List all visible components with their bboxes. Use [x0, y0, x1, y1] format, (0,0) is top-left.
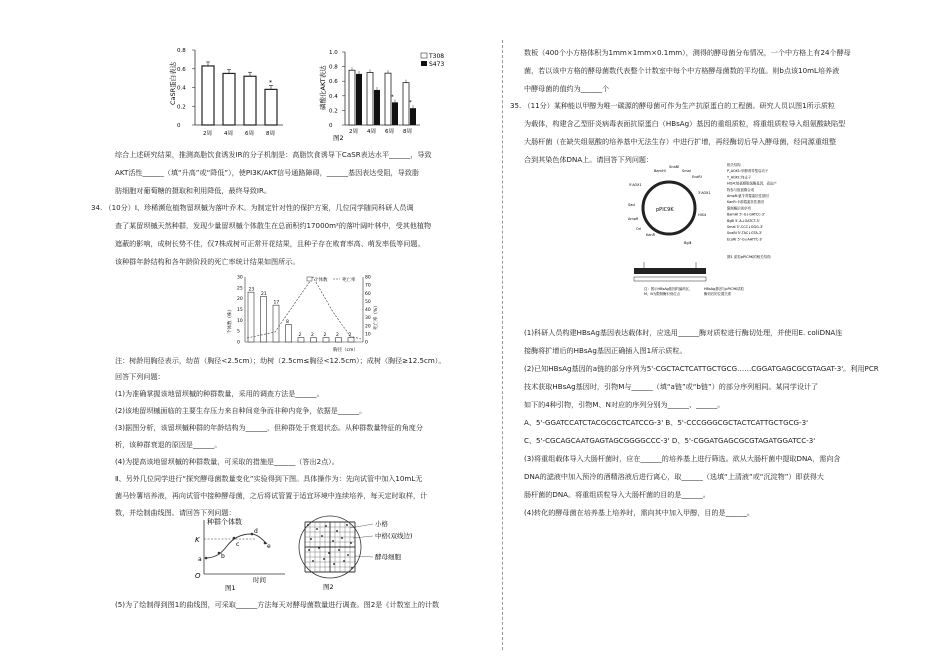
casr-category: 2周 — [203, 131, 212, 137]
answer-line-11: (4)转化的酵母菌在培养基上培养时，需向其中加入甲醇，目的是______。 — [524, 508, 754, 517]
plasmid-legend-item: EcoRⅠ 5'-G↓AATTC-3' — [727, 237, 763, 242]
casr-tick-label: 0 — [177, 123, 181, 129]
age-bar — [248, 292, 254, 342]
yeast-cell-dot — [325, 525, 327, 527]
legend-t308-swatch — [421, 53, 427, 58]
column-divider — [502, 40, 503, 650]
yeast-cell-dot — [307, 524, 309, 526]
q35-line-2: 为载体，构建含乙型肝炎病毒表面抗原蛋白（HBsAg）基因的重组质粒，将重组质粒导入组氨酸缺陷型 — [524, 119, 846, 128]
yeast-cell-dot — [328, 552, 330, 554]
age-bar-label: 2 — [348, 333, 352, 339]
q35-line-1: 35. （11分）某种能以甲醇为唯一碳源的酵母菌可作为生产抗原蛋白的工程菌。研究人员以图1所示质粒 — [510, 101, 836, 110]
answer-line-1: (1)科研人员构建HBsAg基因表达载体时，应选用______酶对质粒进行酶切处理，并使用E. coliDNA连 — [524, 328, 843, 337]
akt-category: 2周 — [349, 129, 358, 135]
age-bar-label: 2 — [298, 333, 302, 339]
casr-tick-label: 0.4 — [177, 85, 186, 92]
growth-x: 时间 — [253, 576, 266, 584]
plasmid-legend-item: KanR:卡那霉素抗性基因 — [727, 200, 764, 205]
plasmid-legend-item: BamHⅠ 5'-G↓GATCC-3' — [727, 212, 765, 217]
akt-bar-t308 — [367, 72, 373, 125]
yeast-cell-dot — [310, 538, 312, 540]
growth-b: b — [221, 553, 225, 560]
casr-ylabel: CaSR蛋白表达 — [169, 61, 177, 105]
age-bar-label: 23 — [248, 287, 255, 293]
casr-tick-label: 0.6 — [177, 66, 186, 73]
age-right-tick: 40 — [365, 308, 371, 313]
age-bar-label: 2 — [336, 333, 339, 339]
growth-title: 种群个体数 — [207, 518, 242, 526]
akt-bar-t308 — [349, 70, 355, 125]
yeast-cell-dot — [332, 540, 334, 542]
notes-line-1: 注：树龄用胸径表示，幼苗（胸径<2.5cm）；幼树（2.5cm≤胸径<12.5cm）；成树（胸径≥12.5cm）。 — [115, 356, 446, 365]
growth-c: c — [236, 541, 240, 548]
age-right-tick: 50 — [365, 299, 371, 305]
q5-line: (5)为了绘制得到图1的曲线图，可采取______方法每天对酵母菌数量进行调查。图2是《计数室上的计数 — [115, 600, 440, 609]
age-left-tick: 5 — [237, 329, 240, 335]
age-bar-label: 8 — [286, 320, 289, 326]
legend-mortality: 死亡率 — [342, 278, 356, 283]
q34-line-3: 遮蔽的影响，成树长势不佳，仅7株成树可正常开花结果，且种子存在败育率高、萌发率低等问题。 — [115, 239, 425, 248]
age-left-tick: 0 — [237, 340, 240, 346]
intro-line-1: 数板（400个小方格体积为1mm×1mm×0.1mm），测得的酵母菌分布情况，一个中方格上有24个酵母 — [524, 48, 851, 57]
hemo-medium-square: 中格(双线边) — [375, 532, 413, 540]
growth-d: d — [254, 528, 258, 535]
notes-line-10: 数，并绘制曲线图。请回答下列问题： — [115, 508, 236, 517]
casr-category: 6周 — [245, 131, 254, 137]
akt-bar-s473 — [374, 90, 380, 125]
summary-line-2: AKT活性______（填“升高”或“降低”），使PI3K/AKT信号通路障碍，______基因表达受阻，导致脂 — [115, 168, 419, 177]
hemo-small-square: 小格 — [375, 520, 388, 528]
age-bar — [348, 338, 354, 342]
summary-line-1: 综合上述研究结果，推测高脂饮食诱发IR的分子机制是：高脂饮食诱导下CaSR表达水平______，导致 — [115, 150, 432, 159]
yeast-cell-dot — [333, 563, 335, 565]
hemo-yeast-cell: 酵母细胞 — [375, 553, 401, 561]
growth-curve-figure — [195, 516, 295, 591]
notes-line-4: (2)该地留坝槭面临的主要生存压力来自种间竞争而非种内竞争，依据是______。 — [115, 406, 367, 415]
q35-line-3: 大肠杆菌（在缺失组氨酸的培养基中无法生存）中进行扩增，再经酶切后导入酵母菌，经同源重组整 — [524, 137, 837, 146]
casr-category: 4周 — [224, 131, 233, 137]
yeast-cell-dot — [347, 554, 349, 556]
age-structure-chart — [225, 272, 380, 352]
casr-tick-label: 0.8 — [177, 48, 186, 54]
plasmid-name: pPIC9K — [656, 207, 674, 213]
gene-5aox1: 5'AOX1 — [629, 183, 642, 187]
yeast-cell-dot — [350, 542, 352, 544]
gene-his4: HIS4 — [698, 213, 707, 217]
plasmid-legend-item: T_AOX1:终止子 — [727, 175, 752, 180]
yeast-cell-dot — [346, 524, 348, 526]
age-left-tick: 15 — [237, 308, 243, 313]
akt-star: * — [409, 100, 412, 107]
yeast-cell-dot — [351, 567, 353, 569]
notes-line-6: 析，该种群衰退的原因是______。 — [115, 440, 222, 449]
plasmid-map-figure — [624, 158, 799, 313]
legend-count: 个体数 — [314, 278, 328, 283]
plasmid-legend-item: AmpR:氨苄青霉素抗性基因 — [727, 194, 769, 198]
notes-line-2: 回答下列问题： — [115, 372, 165, 381]
akt-bar-s473 — [356, 74, 362, 125]
age-bar — [273, 305, 279, 342]
age-xlabel: 胸径（cm） — [333, 348, 358, 352]
casr-star: * — [269, 79, 272, 87]
answer-line-9: DNA的滤液中加入预冷的酒精溶液后进行离心，取______（选填“上清液”或“沉淀物”）即获得大 — [524, 472, 824, 481]
site-snab1: SnaBⅠ — [669, 165, 680, 169]
gene-3aox1: 3'AOX1 — [698, 191, 711, 195]
age-ylabel-left: 个体数（株） — [228, 307, 233, 334]
age-left-tick: 25 — [237, 286, 243, 292]
akt-bar-s473 — [392, 102, 398, 125]
plasmid-legend-item: SnaBⅠ 5'-TAC↓GTA-3' — [727, 231, 762, 236]
plasmid-legend-item: SmaⅠ 5'-CCC↓GGG-3' — [727, 225, 764, 229]
gene-ampr: AmpR — [628, 217, 639, 221]
plasmid-legend-item: P_AOX1:甲醇诱导型启动子 — [727, 169, 769, 174]
site-bgl2: BglⅡ — [684, 241, 692, 245]
yeast-cell-dot — [308, 549, 310, 551]
age-right-tick: 20 — [365, 324, 371, 330]
gene-note: 注：图示HBsAg基因的编码区， — [644, 287, 693, 291]
notes-line-7: (4)为提高该地留坝槭的种群数量，可采取的措施是______（答出2点）。 — [115, 457, 339, 466]
q35-line-4: 合到其染色体DNA上。请回答下列问题： — [524, 155, 654, 164]
akt-category: 6周 — [385, 129, 394, 135]
yeast-cell-dot — [318, 547, 320, 549]
gene-note: 酶切后的位置关系 — [704, 292, 732, 296]
gene-note: HBsAg基因与pPIC9K质粒 — [704, 287, 745, 291]
akt-tick-label: 0.6 — [329, 79, 338, 86]
age-right-tick: 0 — [365, 340, 368, 346]
growth-k: K — [195, 536, 200, 544]
age-bar — [298, 338, 304, 342]
akt-category: 4周 — [367, 129, 376, 135]
intro-line-3: 中酵母菌的值约为______个 — [524, 84, 610, 93]
site-ecor1: EcoRⅠ — [692, 175, 702, 179]
casr-bar — [244, 76, 256, 125]
yeast-cell-dot — [338, 549, 340, 551]
answer-line-6: A、5'-GGATCCATCTACGCGCTCATCCG-3' B、5'-CCCGGGCGCTACTCATTGCTGCG-3' — [524, 418, 809, 427]
age-right-tick: 60 — [365, 291, 371, 297]
site-bamh1: BamHⅠ — [654, 169, 666, 173]
legend-s473: S473 — [429, 61, 445, 68]
akt-category: 8周 — [403, 129, 412, 135]
casr-bar — [265, 89, 277, 125]
age-bar — [336, 338, 342, 342]
akt-tick-label: 0.8 — [329, 64, 338, 71]
notes-line-8: Ⅱ、另外几位同学进行“探究酵母菌数量变化”实验得到下图。具体操作为：先向试管中加入10mL无 — [115, 474, 423, 483]
site-sma1: SmaⅠ — [682, 169, 691, 173]
age-right-tick: 30 — [365, 316, 371, 322]
age-bar — [286, 325, 292, 342]
gene-note: M、N为限制酶识别位点 — [644, 292, 680, 296]
age-bar-label: 2 — [323, 333, 327, 339]
yeast-cell-dot — [312, 560, 314, 562]
yeast-cell-dot — [336, 530, 338, 532]
summary-line-3: 肪细胞对葡萄糖的摄取和利用降低，最终导致IR。 — [115, 186, 271, 195]
plasmid-legend-item: 物参与组氨酸合成 — [727, 187, 755, 192]
akt-tick-label: 0.4 — [329, 93, 338, 100]
yeast-cell-dot — [341, 537, 343, 539]
plasmid-legend-item: 限制酶识别序列 — [727, 206, 751, 211]
age-right-tick: 80 — [365, 275, 371, 281]
yeast-cell-dot — [323, 558, 325, 560]
plasmid-legend-item: HIS4:组氨醇脱氢酶基因，表达产 — [727, 181, 777, 186]
answer-line-8: (3)将重组载体导入大肠杆菌时，应在______的培养基上进行筛选。欲从大肠杆菌中提取DNA，需向含 — [524, 454, 841, 463]
answer-line-3: (2)已知HBsAg基因的a链的部分序列为5'-CGCTACTCATTGCTGCG……CGGATGAGCGCGTAGAT-3'。利用PCR — [524, 364, 879, 373]
plasmid-legend-item: 相关结构 — [727, 163, 741, 167]
notes-line-3: (1)为准确掌握该地留坝槭的种群数量，采用的调查方法是______。 — [115, 389, 324, 398]
akt-tick-label: 0.2 — [329, 108, 338, 115]
age-right-tick: 10 — [365, 332, 371, 338]
answer-line-2: 接酶将扩增后的HBsAg基因正确插入图1所示质粒。 — [524, 346, 687, 355]
age-bar — [311, 338, 317, 342]
hemo-caption: 图2 — [323, 583, 334, 591]
intro-line-2: 菌，若以该中方格的酵母菌数代表整个计数室中每个中方格酵母菌数的平均值。则b点该10mL培养液 — [524, 66, 840, 75]
age-right-tick: 70 — [365, 283, 371, 289]
akt-tick-label: 1.0 — [329, 50, 338, 56]
yeast-cell-dot — [321, 535, 323, 537]
answer-line-4: 技术获取HBsAg基因时，引物M与______（填“a链”或“b链”）的部分序列相同。某同学设计了 — [524, 382, 819, 391]
akt-star: * — [391, 94, 394, 101]
answer-line-7: C、5'-CGCAGCAATGAGTAGCGGGGCCC-3' D、5'-CGGATGAGCGCGTAGATGGATCC-3' — [524, 436, 816, 445]
yeast-cell-dot — [316, 528, 318, 530]
growth-caption: 图1 — [225, 584, 236, 591]
q34-line-2: 查了某留坝槭天然种群，发现少量留坝槭个体散生在总面积约17000m²的落叶阔叶林中，受其他植物 — [115, 221, 432, 230]
casr-category: 8周 — [266, 131, 275, 137]
q34-line-1: 34. （10分）Ⅰ、珍稀濒危植物留坝槭为落叶乔木。为制定针对性的保护方案，几位同学随同科研人员调 — [91, 203, 414, 212]
age-ylabel-right: 死亡率（%） — [374, 303, 379, 330]
growth-a: a — [198, 556, 202, 563]
age-bar — [323, 338, 329, 342]
gene-kanr: KanR — [646, 233, 656, 237]
site-sac1: SacⅠ — [628, 203, 636, 207]
q34-line-4: 该种群年龄结构和各年龄阶段的死亡率统计结果如图所示。 — [115, 257, 300, 266]
hemocytometer-figure — [295, 512, 415, 592]
yeast-cell-dot — [343, 560, 345, 562]
age-left-tick: 20 — [237, 297, 243, 303]
akt-ylabel: 磷酸化AKT表达 — [319, 65, 327, 110]
answer-line-10: 肠杆菌的DNA。将重组质粒导入大肠杆菌的目的是______。 — [524, 490, 710, 499]
legend-bar-swatch — [307, 277, 312, 281]
plasmid-caption: 图1 质粒pPIC9K的相关结构 — [727, 255, 771, 259]
casr-bar — [223, 73, 235, 125]
gene-ori: Ori — [636, 227, 642, 231]
legend-t308: T308 — [429, 53, 445, 60]
akt-tick-label: 0 — [329, 123, 333, 129]
casr-bar — [202, 66, 214, 125]
age-bar-label: 17 — [273, 300, 280, 306]
casr-bar-chart — [165, 40, 295, 140]
plasmid-legend-item: BglⅡ 5'-A↓GATCT-3' — [727, 218, 760, 223]
age-left-tick: 30 — [237, 275, 243, 281]
casr-tick-label: 0.2 — [177, 104, 186, 111]
akt-caption: 图2 — [333, 134, 344, 142]
growth-e: e — [267, 543, 271, 550]
growth-o: O — [195, 572, 201, 580]
age-left-tick: 10 — [237, 318, 243, 324]
akt-bar-chart — [315, 40, 450, 145]
age-bar-label: 21 — [261, 292, 267, 297]
notes-line-9: 菌马铃薯培养液，再向试管中接种酵母菌，之后将试管置于适宜环境中连续培养，每天定时取样，计 — [115, 491, 428, 500]
notes-line-5: (3)据图分析，该留坝槭种群的年龄结构为______，但种群处于衰退状态。从种群数量特征的角度分 — [115, 423, 423, 432]
akt-bar-s473 — [410, 108, 416, 125]
answer-line-5: 如下的4种引物，引物M、N对应的序列分别为______、______。 — [524, 400, 725, 409]
age-bar-label: 2 — [311, 333, 314, 339]
legend-s473-swatch — [421, 61, 427, 66]
